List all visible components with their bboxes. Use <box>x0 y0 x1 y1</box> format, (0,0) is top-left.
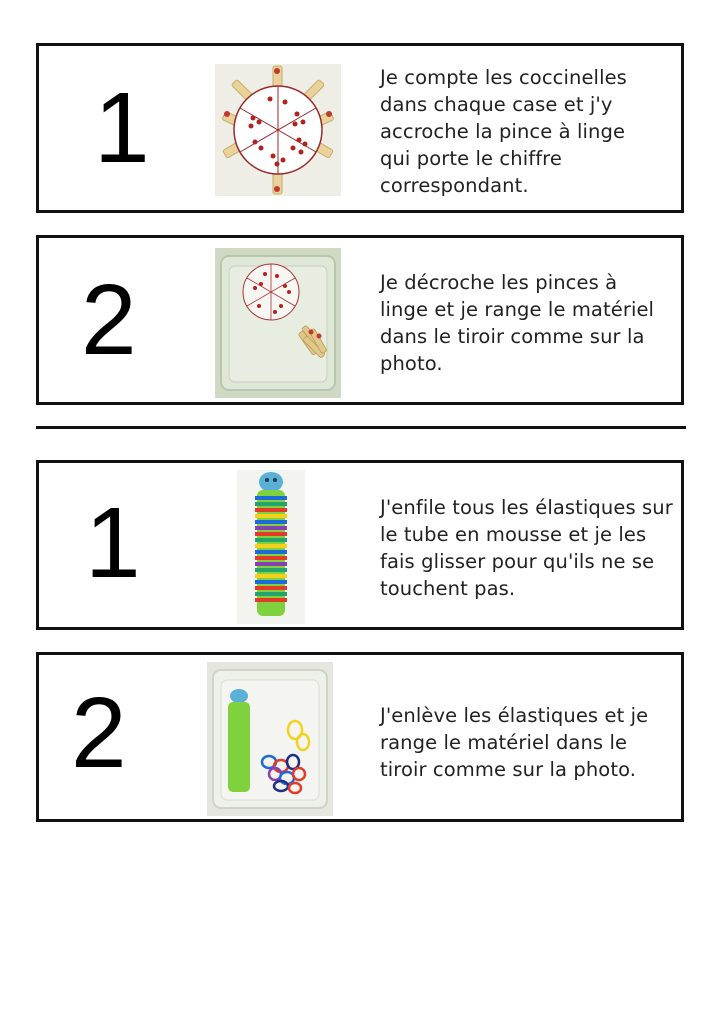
instruction-card <box>36 43 684 213</box>
instruction-line: dans le tiroir comme sur la <box>380 325 645 348</box>
instruction-line: J'enlève les élastiques et je <box>380 704 649 727</box>
instruction-text <box>380 702 648 783</box>
instruction-line: J'enfile tous les élastiques sur <box>380 496 673 519</box>
section-divider <box>36 426 686 429</box>
instruction-line: photo. <box>380 352 443 375</box>
instruction-line: tiroir comme sur la photo. <box>380 758 637 781</box>
step-number: 1 <box>94 72 150 184</box>
foam-tube-elastics-photo <box>237 470 305 624</box>
step-number: 2 <box>81 264 137 376</box>
instruction-line: touchent pas. <box>380 577 516 600</box>
step-number: 1 <box>85 487 141 599</box>
instruction-line: fais glisser pour qu'ils ne se <box>380 550 655 573</box>
instruction-card <box>36 235 684 405</box>
instruction-text <box>380 494 673 602</box>
instruction-card <box>36 460 684 630</box>
instruction-text <box>380 64 627 199</box>
instruction-line: range le matériel dans le <box>380 731 628 754</box>
instruction-line: Je décroche les pinces à <box>380 271 618 294</box>
instruction-card <box>36 652 684 822</box>
clothespin-ladybug-wheel-photo <box>215 64 341 196</box>
instruction-line: Je compte les coccinelles <box>380 66 627 89</box>
instruction-text <box>380 269 654 377</box>
step-number: 2 <box>71 677 127 789</box>
instruction-line: qui porte le chiffre <box>380 147 562 170</box>
wheel-in-drawer-photo <box>215 248 341 398</box>
instruction-line: linge et je range le matériel <box>380 298 655 321</box>
instruction-line: correspondant. <box>380 174 529 197</box>
instruction-line: accroche la pince à linge <box>380 120 626 143</box>
tube-elastics-in-drawer-photo <box>207 662 333 816</box>
instruction-line: le tube en mousse et je les <box>380 523 647 546</box>
instruction-line: dans chaque case et j'y <box>380 93 613 116</box>
